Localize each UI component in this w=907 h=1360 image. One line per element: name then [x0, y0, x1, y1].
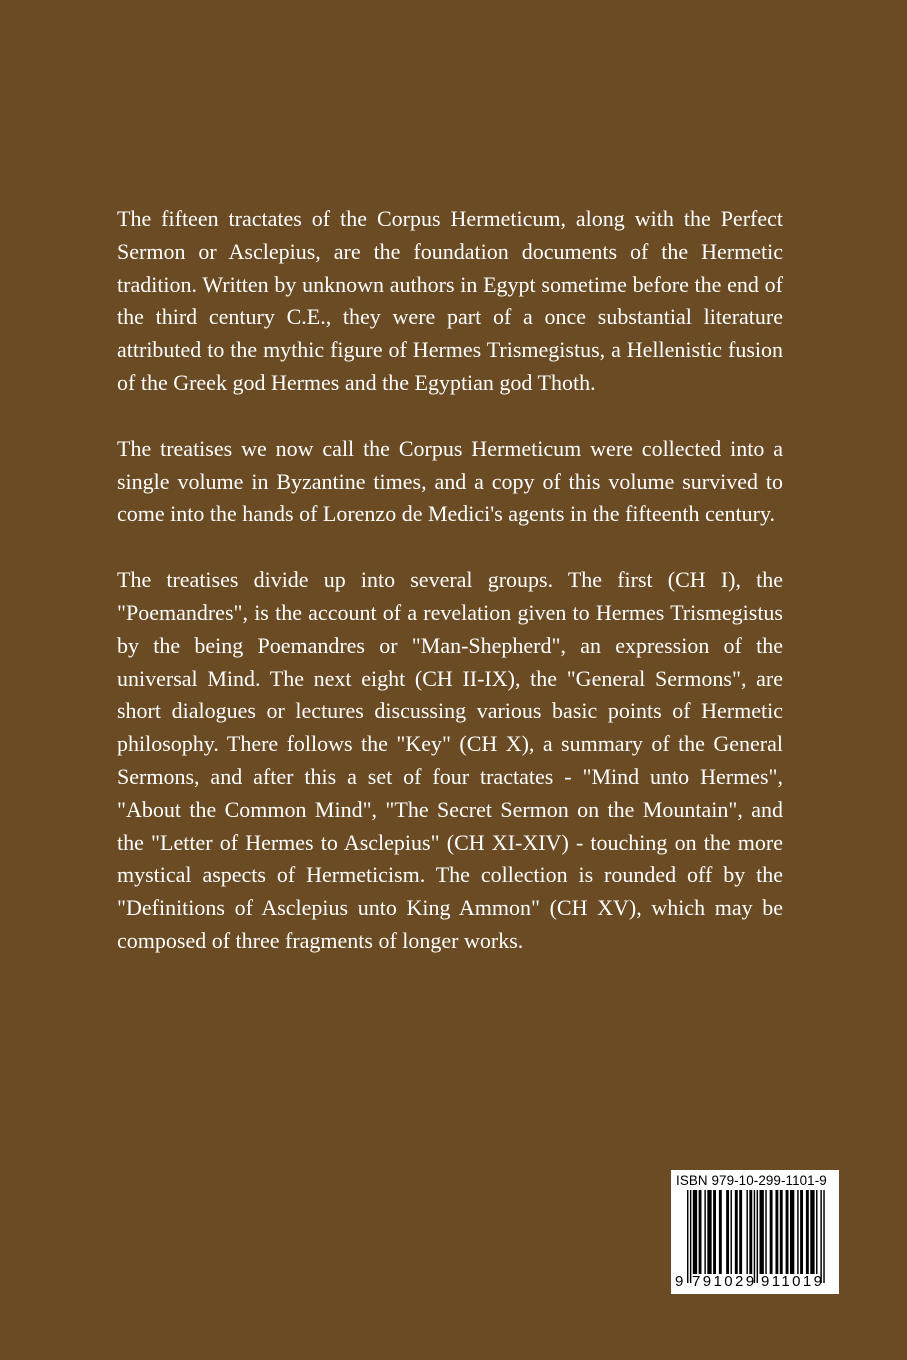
barcode-bar-29 — [823, 1190, 824, 1283]
blurb-paragraph-2: The treatises we now call the Corpus Hermeticum were collected into a single volume in Byzantine times, and a copy of this volume survived to come into the hands of Lorenzo de Medici's agents in the fifteenth century. — [117, 435, 783, 527]
barcode-digits-right: 911019 — [761, 1273, 825, 1290]
barcode-bar-15 — [757, 1190, 758, 1283]
barcode-bar-14 — [754, 1190, 755, 1283]
barcode-bar-25 — [806, 1190, 809, 1274]
barcode-bar-27 — [816, 1190, 817, 1274]
barcode-bar-22 — [790, 1190, 794, 1274]
barcode-bar-10 — [735, 1190, 738, 1274]
barcode-digit-first: 9 — [675, 1273, 684, 1290]
blurb-paragraph-3: The treatises divide up into several groups. The first (CH I), the "Poemandres", is the account of a revelation given to Hermes Trismegistus by the being Poemandres or "Man-Shepherd", an expression of the universal Mind. The next eight (CH II-IX), the "General Sermons", are short dialogues or lectures discussing various basic points of Hermetic philosophy. There follows the "Key" (CH X), a summary of the General Sermons, and after this a set of four tractates - "Mind unto Hermes", "About the Common Mind", "The Secret Sermon on the Mountain", and the "Letter of Hermes to Asclepius" (CH XI-XIV) - touching on the more mystical aspects of Hermeticism. The collection is rounded off by the "Definitions of Asclepius unto King Ammon" (CH XV), which may be composed of three fragments of longer works. — [117, 567, 783, 953]
barcode-bar-17 — [765, 1190, 766, 1274]
barcode-bar-3 — [699, 1190, 702, 1274]
barcode-bar-9 — [731, 1190, 732, 1274]
isbn-barcode — [671, 1170, 839, 1294]
barcode-bar-12 — [746, 1190, 747, 1274]
barcode-digits — [671, 1273, 839, 1293]
barcode-digits-left: 791029 — [692, 1273, 757, 1290]
barcode-bar-8 — [726, 1190, 729, 1274]
barcode-bar-16 — [760, 1190, 764, 1274]
barcode-bar-13 — [749, 1190, 752, 1274]
barcode-bar-4 — [704, 1190, 705, 1274]
barcode-bar-6 — [713, 1190, 716, 1274]
barcode-bar-5 — [707, 1190, 711, 1274]
isbn-label: ISBN 979-10-299-1101-9 — [676, 1173, 827, 1188]
barcode-bar-20 — [780, 1190, 783, 1274]
barcode-bar-2 — [693, 1190, 697, 1274]
barcode-bar-19 — [775, 1190, 778, 1274]
barcode-bar-26 — [810, 1190, 814, 1274]
blurb-paragraph-1: The fifteen tractates of the Corpus Hermeticum, along with the Perfect Sermon or Asclepius, are the foundation documents of the Hermetic tradition. Written by unknown authors in Egypt sometime before the end of the third century C.E., they were part of a once substantial literature attributed to the mythic figure of Hermes Trismegistus, a Hellenistic fusion of the Greek god Hermes and the Egyptian god Thoth. — [117, 206, 783, 395]
barcode-bar-23 — [797, 1190, 798, 1274]
barcode-bar-1 — [690, 1190, 691, 1283]
barcode-bar-11 — [739, 1190, 742, 1274]
barcode-bar-24 — [800, 1190, 803, 1274]
barcode-bar-21 — [786, 1190, 789, 1274]
blurb-text — [117, 203, 783, 991]
barcode-bar-0 — [687, 1190, 688, 1283]
barcode-bar-28 — [820, 1190, 821, 1283]
barcode-bar-7 — [719, 1190, 722, 1274]
barcode-bar-18 — [770, 1190, 773, 1274]
